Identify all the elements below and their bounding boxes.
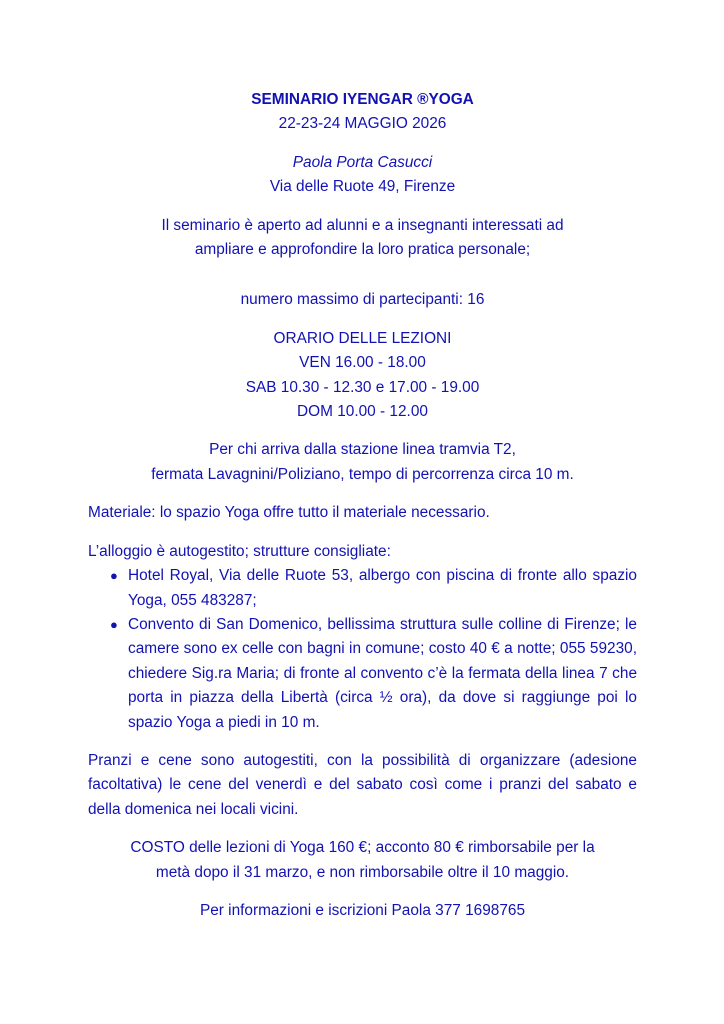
list-item [88, 613, 637, 735]
spacer [88, 313, 637, 327]
directions-line-2: fermata Lavagnini/Poliziano, tempo di percorrenza circa 10 m. [151, 465, 574, 483]
intro-line-1: Il seminario è aperto ad alunni e a insegnanti interessati ad [161, 216, 564, 234]
bullet-icon: ● [110, 568, 118, 584]
schedule-sunday: DOM 10.00 - 12.00 [297, 403, 428, 421]
schedule-friday: VEN 16.00 - 18.00 [299, 354, 426, 372]
spacer [88, 200, 637, 214]
cost-line-2: metà dopo il 31 marzo, e non rimborsabile oltre il 10 maggio. [155, 863, 570, 881]
spacer [88, 822, 637, 836]
meals-paragraph: Pranzi e cene sono autogestiti, con la possibilità di organizzare (adesione facoltativa) le cene del venerdì e del sabato così come i pranzi del sabato e della domenica nei locali vicini. [88, 751, 637, 818]
contact-info: Per informazioni e iscrizioni Paola 377 1698765 [199, 901, 526, 919]
max-participants: numero massimo di partecipanti: 16 [240, 291, 485, 309]
spacer [88, 735, 637, 749]
lodging-convento: Convento di San Domenico, bellissima struttura sulle colline di Firenze; le camere sono ex celle con bagni in comune; costo 40 € a notte; 055 59230, chiedere Sig.ra Maria; di fronte al convento c’è la fermata della linea 7 che porta in piazza della Libertà (circa ½ ora), da dove si raggiunge poi lo spazio Yoga a piedi in 10 m. [128, 615, 637, 731]
spacer [88, 424, 637, 438]
lodging-list [88, 564, 637, 735]
lodging-hotel-royal: Hotel Royal, Via delle Ruote 53, albergo con piscina di fronte allo spazio Yoga, 055 483287; [128, 567, 637, 609]
venue-address: Via delle Ruote 49, Firenze [269, 178, 456, 196]
lodging-intro: L’alloggio è autogestito; strutture consigliate: [88, 542, 391, 560]
material-note: Materiale: lo spazio Yoga offre tutto il materiale necessario. [88, 504, 490, 522]
intro-line-2: ampliare e approfondire la loro pratica personale; [194, 241, 531, 259]
spacer [88, 885, 637, 899]
seminar-title: SEMINARIO IYENGAR ®YOGA [251, 91, 474, 108]
spacer [88, 262, 637, 288]
teacher-name: Paola Porta Casucci [292, 153, 433, 171]
document-page [88, 88, 637, 923]
cost-line-1: COSTO delle lezioni di Yoga 160 €; acconto 80 € rimborsabile per la [130, 839, 595, 857]
spacer [88, 487, 637, 501]
list-item [88, 564, 637, 613]
directions-line-1: Per chi arriva dalla stazione linea tramvia T2, [209, 441, 516, 459]
seminar-dates: 22-23-24 MAGGIO 2026 [278, 115, 447, 133]
spacer [88, 526, 637, 540]
schedule-heading: ORARIO DELLE LEZIONI [273, 329, 452, 347]
bullet-icon: ● [110, 616, 118, 632]
spacer [88, 137, 637, 151]
schedule-saturday: SAB 10.30 - 12.30 e 17.00 - 19.00 [245, 378, 480, 396]
